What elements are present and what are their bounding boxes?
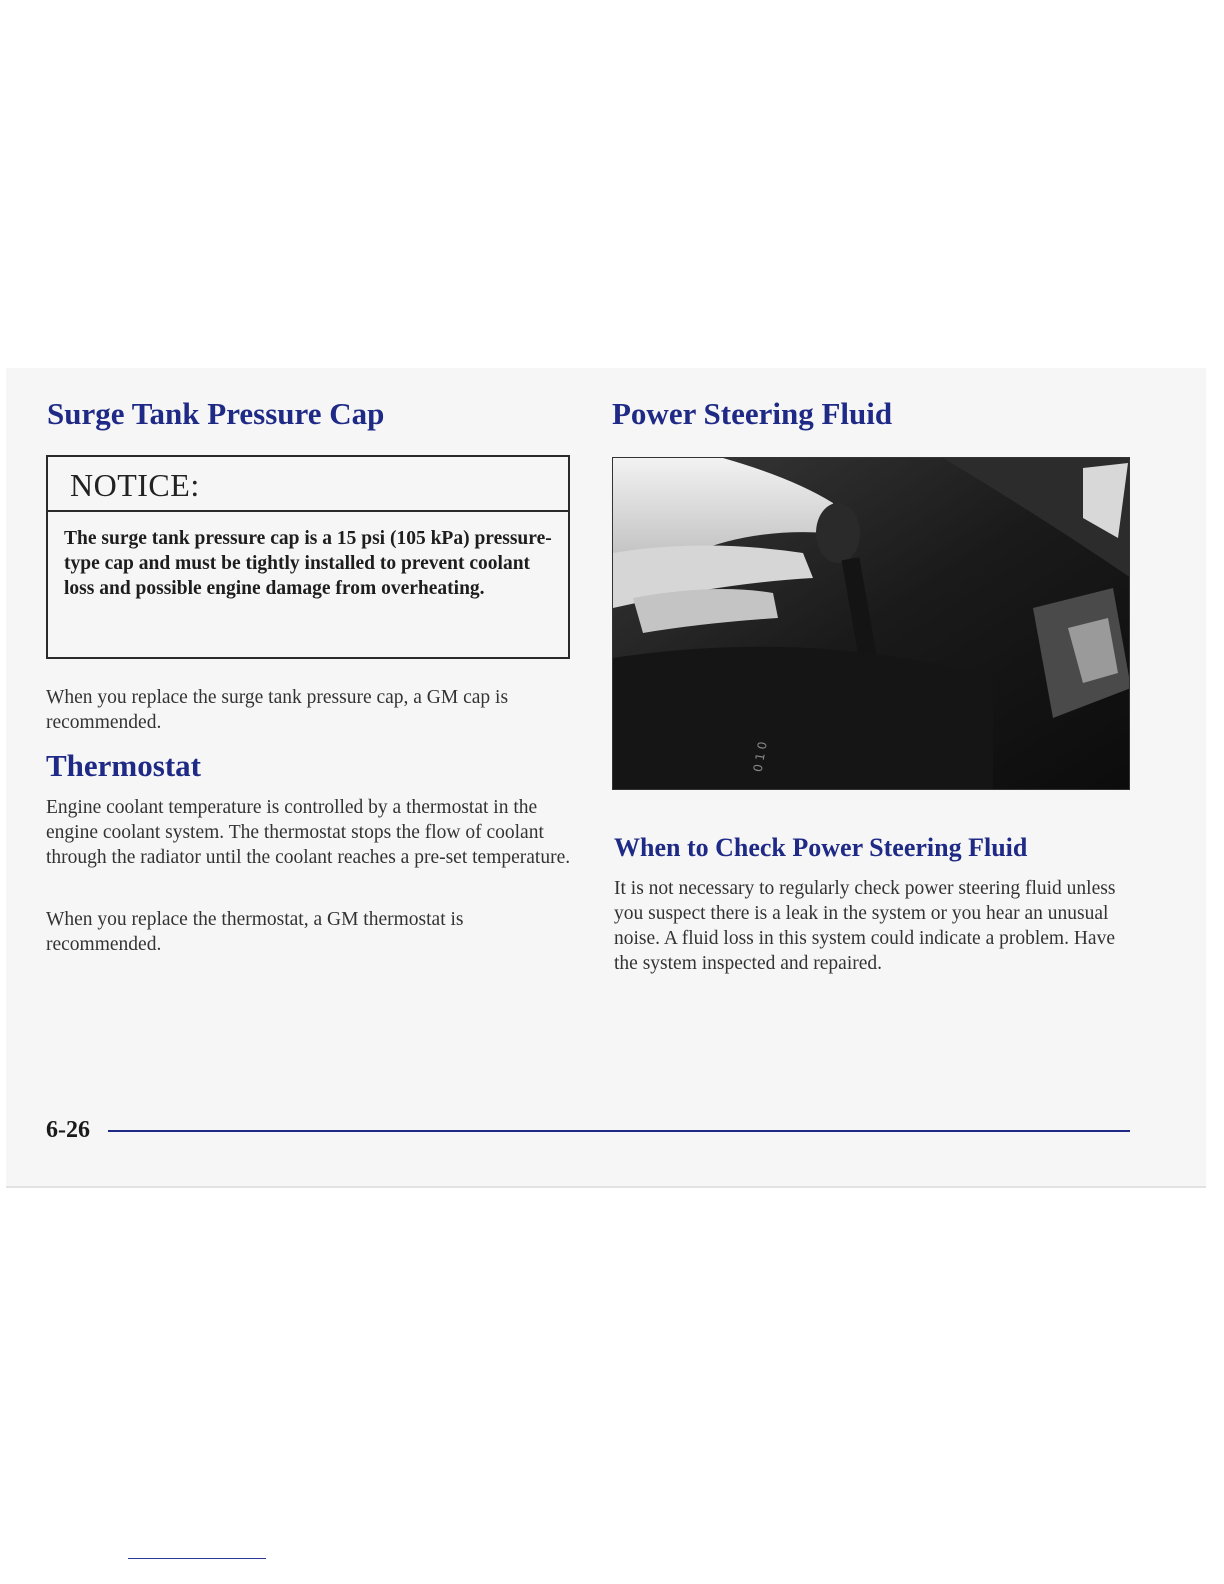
surge-tank-pressure-cap-heading: Surge Tank Pressure Cap <box>47 396 385 431</box>
power-steering-fluid-heading: Power Steering Fluid <box>612 396 893 431</box>
power-steering-dipstick-photo <box>612 457 1130 790</box>
footer-rule <box>108 1130 1130 1132</box>
bottom-stub-rule <box>128 1558 266 1559</box>
thermostat-paragraph-1: Engine coolant temperature is controlled by a thermostat in the engine coolant system. The thermostat stops the flow of coolant through the radiator until the coolant reaches a pre-set temperature. <box>46 797 571 868</box>
when-to-check-heading: When to Check Power Steering Fluid <box>614 833 1028 862</box>
notice-text: The surge tank pressure cap is a 15 psi (105 kPa) pressure-type cap and must be tightly installed to prevent coolant loss and possible engine damage from overheating. <box>64 528 552 599</box>
svg-text:0 1 0: 0 1 0 <box>750 740 770 774</box>
when-to-check-paragraph: It is not necessary to regularly check power steering fluid unless you suspect there is a leak in the system or you hear an unusual noise. A fluid loss in this system could indicate a problem. Have the system inspected and repaired. <box>614 878 1116 974</box>
notice-label: NOTICE: <box>48 457 568 512</box>
photo-illustration <box>613 458 1130 790</box>
page-number: 6-26 <box>46 1117 90 1143</box>
thermostat-paragraph-2: When you replace the thermostat, a GM thermostat is recommended. <box>46 909 464 955</box>
notice-box <box>46 455 570 659</box>
thermostat-heading: Thermostat <box>46 748 201 783</box>
surge-cap-paragraph: When you replace the surge tank pressure cap, a GM cap is recommended. <box>46 687 509 733</box>
